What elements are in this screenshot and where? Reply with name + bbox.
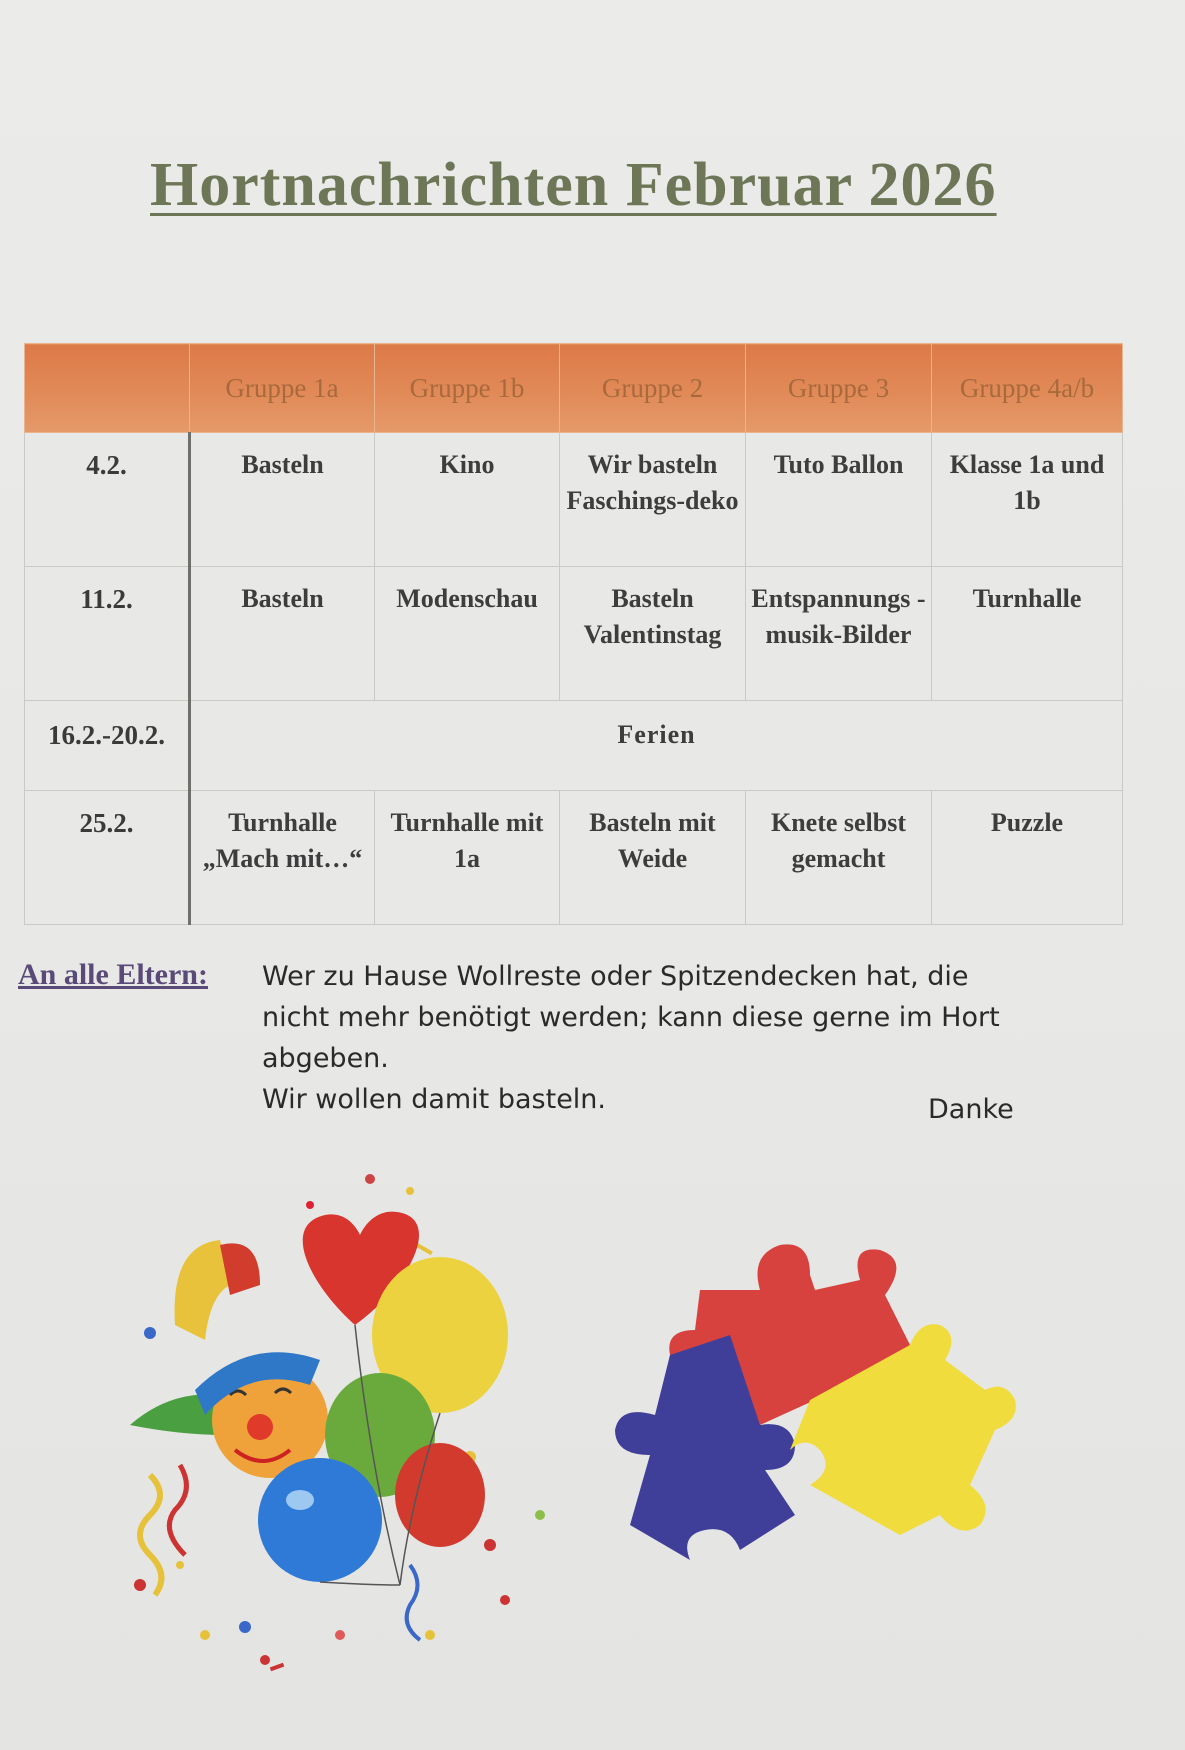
holiday-cell: Ferien: [190, 701, 1123, 791]
table-cell: Puzzle: [932, 791, 1123, 925]
table-cell: Tuto Ballon: [746, 433, 932, 567]
notice-line: Wir wollen damit basteln.: [262, 1084, 606, 1115]
closing-text: Danke: [928, 1094, 1014, 1125]
table-cell: Entspannungs -musik-Bilder: [746, 567, 932, 701]
header-gruppe-4ab: Gruppe 4a/b: [932, 344, 1123, 433]
row-date: 11.2.: [25, 567, 190, 701]
header-gruppe-3: Gruppe 3: [746, 344, 932, 433]
puzzle-pieces-icon: [610, 1225, 1030, 1575]
table-cell: Kino: [375, 433, 560, 567]
table-cell: Basteln mit Weide: [560, 791, 746, 925]
table-row: [25, 701, 1123, 791]
page-title: Hortnachrichten Februar 2026: [150, 151, 997, 219]
table-header-row: [25, 344, 1123, 433]
schedule-table: [24, 343, 1123, 925]
table-cell: Knete selbst gemacht: [746, 791, 932, 925]
notice-line: nicht mehr benötigt werden; kann diese gerne im Hort: [262, 1002, 1000, 1033]
carnival-clown-balloons-icon: [110, 1165, 570, 1675]
row-date: 16.2.-20.2.: [25, 701, 190, 791]
table-cell: Turnhalle: [932, 567, 1123, 701]
notice-body: [262, 956, 1022, 1120]
table-row: [25, 567, 1123, 701]
row-date: 25.2.: [25, 791, 190, 925]
table-row: [25, 433, 1123, 567]
table-cell: Turnhalle mit 1a: [375, 791, 560, 925]
table-cell: Klasse 1a und 1b: [932, 433, 1123, 567]
header-gruppe-2: Gruppe 2: [560, 344, 746, 433]
header-date: [25, 344, 190, 433]
row-date: 4.2.: [25, 433, 190, 567]
notice-label: An alle Eltern:: [18, 958, 208, 991]
header-gruppe-1b: Gruppe 1b: [375, 344, 560, 433]
notice-line: Wer zu Hause Wollreste oder Spitzendecken hat, die: [262, 961, 969, 992]
table-cell: Modenschau: [375, 567, 560, 701]
table-row: [25, 791, 1123, 925]
table-cell: Basteln: [190, 433, 375, 567]
notice-line: abgeben.: [262, 1043, 389, 1074]
table-cell: Basteln: [190, 567, 375, 701]
header-gruppe-1a: Gruppe 1a: [190, 344, 375, 433]
table-cell: Wir basteln Faschings-deko: [560, 433, 746, 567]
table-cell: Basteln Valentinstag: [560, 567, 746, 701]
table-cell: Turnhalle „Mach mit…“: [190, 791, 375, 925]
